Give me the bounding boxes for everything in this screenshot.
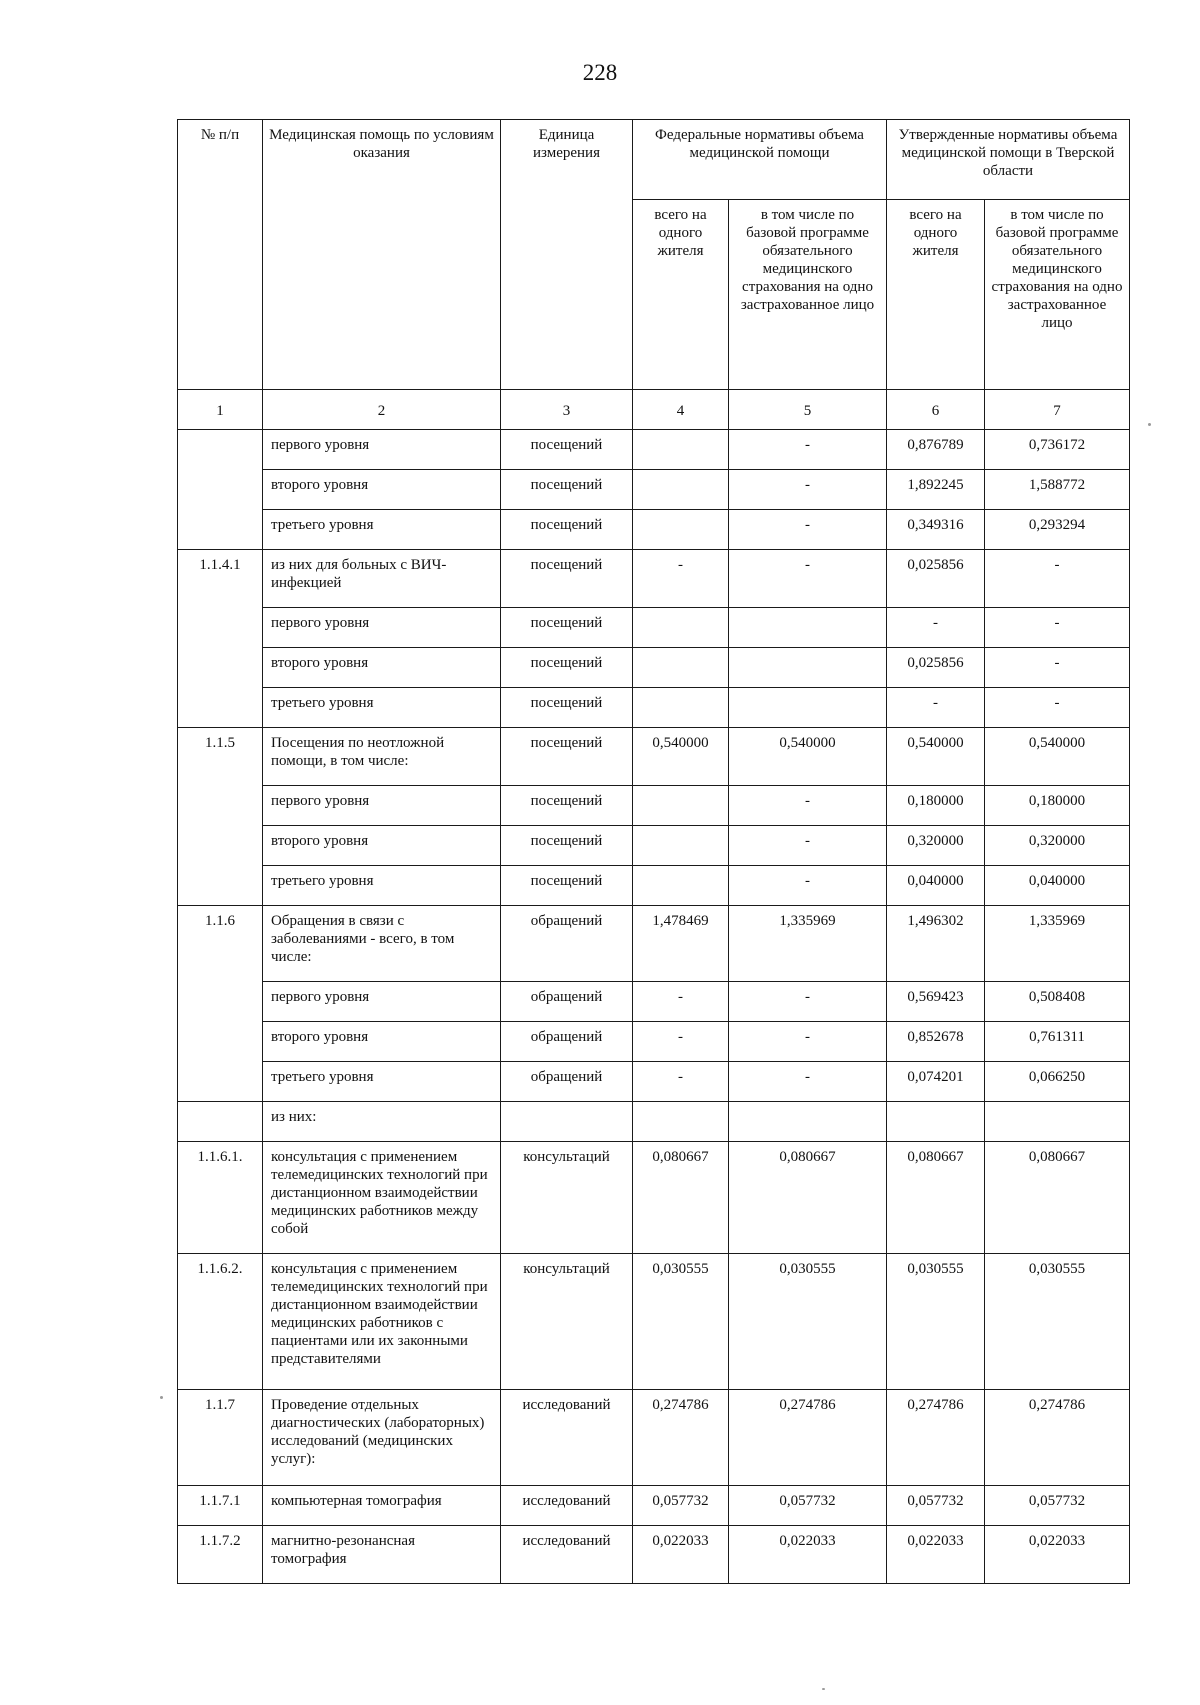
row-unit: обращений [501, 982, 633, 1022]
table-row [178, 648, 1130, 688]
header-federal-oms: в том числе по базовой программе обязательного медицинского страхования на одно застрахованное лицо [729, 200, 887, 390]
row-federal-oms: - [729, 826, 887, 866]
header-federal-total: всего на одного жителя [633, 200, 729, 390]
row-federal-oms: 0,030555 [729, 1254, 887, 1390]
table-row [178, 906, 1130, 982]
row-name: третьего уровня [263, 1062, 501, 1102]
row-federal-total [633, 608, 729, 648]
row-approved-total: 0,022033 [887, 1526, 985, 1584]
row-federal-total: 0,022033 [633, 1526, 729, 1584]
row-number: 1.1.7.1 [178, 1486, 263, 1526]
row-unit: консультаций [501, 1254, 633, 1390]
row-name: первого уровня [263, 608, 501, 648]
row-federal-total [633, 786, 729, 826]
row-approved-total: 0,057732 [887, 1486, 985, 1526]
row-name: второго уровня [263, 648, 501, 688]
table-row [178, 1102, 1130, 1142]
row-approved-oms: 0,057732 [985, 1486, 1130, 1526]
row-unit: посещений [501, 866, 633, 906]
row-approved-oms: - [985, 550, 1130, 608]
table-row [178, 510, 1130, 550]
column-number-row [178, 390, 1130, 430]
row-approved-total: 1,496302 [887, 906, 985, 982]
row-unit: обращений [501, 1062, 633, 1102]
row-federal-total: - [633, 550, 729, 608]
row-name: второго уровня [263, 470, 501, 510]
row-federal-oms: - [729, 786, 887, 826]
row-number: 1.1.6 [178, 906, 263, 1102]
table-row [178, 470, 1130, 510]
row-unit [501, 1102, 633, 1142]
row-approved-total: 0,074201 [887, 1062, 985, 1102]
row-unit: посещений [501, 470, 633, 510]
row-federal-oms: - [729, 1022, 887, 1062]
table-body [178, 120, 1130, 1584]
row-approved-total: 0,025856 [887, 550, 985, 608]
header-care-type: Медицинская помощь по условиям оказания [263, 120, 501, 390]
row-name: Посещения по неотложной помощи, в том числе: [263, 728, 501, 786]
row-federal-total: - [633, 1062, 729, 1102]
row-unit: посещений [501, 786, 633, 826]
row-number: 1.1.4.1 [178, 550, 263, 728]
row-unit: посещений [501, 550, 633, 608]
row-number: 1.1.6.1. [178, 1142, 263, 1254]
row-name: компьютерная томография [263, 1486, 501, 1526]
table-row [178, 1142, 1130, 1254]
row-name: магнитно-резонансная томография [263, 1526, 501, 1584]
row-federal-oms: 1,335969 [729, 906, 887, 982]
row-name: консультация с применением телемедицинских технологий при дистанционном взаимодействии медицинских работников с пациентами или их законными представителями [263, 1254, 501, 1390]
row-federal-total [633, 430, 729, 470]
row-name: первого уровня [263, 982, 501, 1022]
row-approved-oms: 0,040000 [985, 866, 1130, 906]
row-federal-total: 0,057732 [633, 1486, 729, 1526]
row-approved-oms [985, 1102, 1130, 1142]
row-unit: консультаций [501, 1142, 633, 1254]
row-federal-oms: 0,274786 [729, 1390, 887, 1486]
row-name: третьего уровня [263, 866, 501, 906]
row-federal-oms: 0,080667 [729, 1142, 887, 1254]
table-row [178, 786, 1130, 826]
table-row [178, 1022, 1130, 1062]
row-federal-total: 0,080667 [633, 1142, 729, 1254]
row-name: третьего уровня [263, 688, 501, 728]
row-federal-oms [729, 648, 887, 688]
row-federal-oms: - [729, 550, 887, 608]
row-federal-oms: - [729, 982, 887, 1022]
table-row [178, 688, 1130, 728]
row-federal-oms: 0,022033 [729, 1526, 887, 1584]
row-unit: обращений [501, 906, 633, 982]
row-approved-oms: 0,293294 [985, 510, 1130, 550]
row-number [178, 1102, 263, 1142]
scan-speck [160, 1396, 163, 1399]
row-number: 1.1.7.2 [178, 1526, 263, 1584]
column-number: 3 [501, 390, 633, 430]
table-row [178, 1526, 1130, 1584]
row-approved-oms: 0,022033 [985, 1526, 1130, 1584]
column-number: 1 [178, 390, 263, 430]
row-approved-total [887, 1102, 985, 1142]
column-number: 4 [633, 390, 729, 430]
row-approved-total: 1,892245 [887, 470, 985, 510]
row-approved-oms: 0,540000 [985, 728, 1130, 786]
row-federal-oms [729, 608, 887, 648]
row-federal-oms: - [729, 510, 887, 550]
row-approved-total: 0,569423 [887, 982, 985, 1022]
header-approved-total: всего на одного жителя [887, 200, 985, 390]
row-federal-oms [729, 688, 887, 728]
row-approved-oms: 0,320000 [985, 826, 1130, 866]
row-unit: исследований [501, 1486, 633, 1526]
header-unit: Единица измерения [501, 120, 633, 390]
header-approved-norms: Утвержденные нормативы объема медицинской помощи в Тверской области [887, 120, 1130, 200]
row-unit: посещений [501, 826, 633, 866]
row-federal-total: 0,030555 [633, 1254, 729, 1390]
row-approved-oms: 0,080667 [985, 1142, 1130, 1254]
table-row [178, 1390, 1130, 1486]
row-approved-oms: 1,588772 [985, 470, 1130, 510]
row-federal-total: - [633, 982, 729, 1022]
row-unit: посещений [501, 510, 633, 550]
row-approved-total: 0,040000 [887, 866, 985, 906]
table-row [178, 1254, 1130, 1390]
row-name: консультация с применением телемедицинских технологий при дистанционном взаимодействии медицинских работников между собой [263, 1142, 501, 1254]
row-federal-total: 0,540000 [633, 728, 729, 786]
norms-table [177, 119, 1130, 1584]
row-federal-total [633, 648, 729, 688]
row-approved-total: 0,540000 [887, 728, 985, 786]
header-approved-oms: в том числе по базовой программе обязательного медицинского страхования на одно застрахованное лицо [985, 200, 1130, 390]
row-approved-total: 0,180000 [887, 786, 985, 826]
row-federal-total [633, 688, 729, 728]
row-unit: посещений [501, 648, 633, 688]
row-approved-oms: 0,274786 [985, 1390, 1130, 1486]
row-number: 1.1.7 [178, 1390, 263, 1486]
table-row [178, 1062, 1130, 1102]
row-approved-oms: 0,508408 [985, 982, 1130, 1022]
row-unit: обращений [501, 1022, 633, 1062]
row-approved-total: 0,876789 [887, 430, 985, 470]
row-approved-oms: - [985, 608, 1130, 648]
row-approved-total: 0,030555 [887, 1254, 985, 1390]
row-unit: исследований [501, 1390, 633, 1486]
row-federal-oms: - [729, 470, 887, 510]
row-federal-oms: 0,540000 [729, 728, 887, 786]
table-row [178, 728, 1130, 786]
table-row [178, 550, 1130, 608]
scan-speck [1148, 423, 1151, 426]
row-federal-oms: - [729, 430, 887, 470]
column-number: 7 [985, 390, 1130, 430]
row-approved-total: 0,025856 [887, 648, 985, 688]
row-federal-total: 0,274786 [633, 1390, 729, 1486]
header-row-1 [178, 120, 1130, 200]
row-federal-oms: - [729, 866, 887, 906]
scan-speck [822, 1688, 825, 1690]
row-federal-total [633, 470, 729, 510]
table-row [178, 430, 1130, 470]
row-approved-total: 0,349316 [887, 510, 985, 550]
table-row [178, 866, 1130, 906]
row-federal-total [633, 826, 729, 866]
row-name: первого уровня [263, 430, 501, 470]
row-name: второго уровня [263, 1022, 501, 1062]
row-approved-total: 0,320000 [887, 826, 985, 866]
header-federal-norms: Федеральные нормативы объема медицинской помощи [633, 120, 887, 200]
row-federal-oms: - [729, 1062, 887, 1102]
column-number: 5 [729, 390, 887, 430]
row-approved-oms: 0,736172 [985, 430, 1130, 470]
row-name: Проведение отдельных диагностических (лабораторных) исследований (медицинских услуг): [263, 1390, 501, 1486]
header-number: № п/п [178, 120, 263, 390]
row-approved-total: 0,274786 [887, 1390, 985, 1486]
row-number: 1.1.6.2. [178, 1254, 263, 1390]
row-approved-total: - [887, 608, 985, 648]
row-unit: посещений [501, 728, 633, 786]
column-number: 2 [263, 390, 501, 430]
row-approved-total: 0,852678 [887, 1022, 985, 1062]
row-federal-total [633, 510, 729, 550]
row-approved-oms: 0,066250 [985, 1062, 1130, 1102]
row-federal-oms [729, 1102, 887, 1142]
row-approved-oms: - [985, 648, 1130, 688]
row-name: из них для больных с ВИЧ-инфекцией [263, 550, 501, 608]
row-name: второго уровня [263, 826, 501, 866]
row-number [178, 430, 263, 550]
row-approved-total: - [887, 688, 985, 728]
row-unit: посещений [501, 688, 633, 728]
row-approved-oms: 0,180000 [985, 786, 1130, 826]
row-number: 1.1.5 [178, 728, 263, 906]
row-name: из них: [263, 1102, 501, 1142]
row-federal-total [633, 1102, 729, 1142]
row-approved-oms: 0,761311 [985, 1022, 1130, 1062]
row-approved-oms: - [985, 688, 1130, 728]
row-approved-total: 0,080667 [887, 1142, 985, 1254]
row-federal-oms: 0,057732 [729, 1486, 887, 1526]
table-row [178, 982, 1130, 1022]
row-unit: посещений [501, 430, 633, 470]
page-number: 228 [582, 60, 618, 85]
column-number: 6 [887, 390, 985, 430]
table-row [178, 826, 1130, 866]
row-name: Обращения в связи с заболеваниями - всего, в том числе: [263, 906, 501, 982]
row-approved-oms: 1,335969 [985, 906, 1130, 982]
row-name: первого уровня [263, 786, 501, 826]
row-unit: исследований [501, 1526, 633, 1584]
row-unit: посещений [501, 608, 633, 648]
table-row [178, 608, 1130, 648]
row-federal-total: - [633, 1022, 729, 1062]
row-federal-total: 1,478469 [633, 906, 729, 982]
row-approved-oms: 0,030555 [985, 1254, 1130, 1390]
row-name: третьего уровня [263, 510, 501, 550]
row-federal-total [633, 866, 729, 906]
table-row [178, 1486, 1130, 1526]
